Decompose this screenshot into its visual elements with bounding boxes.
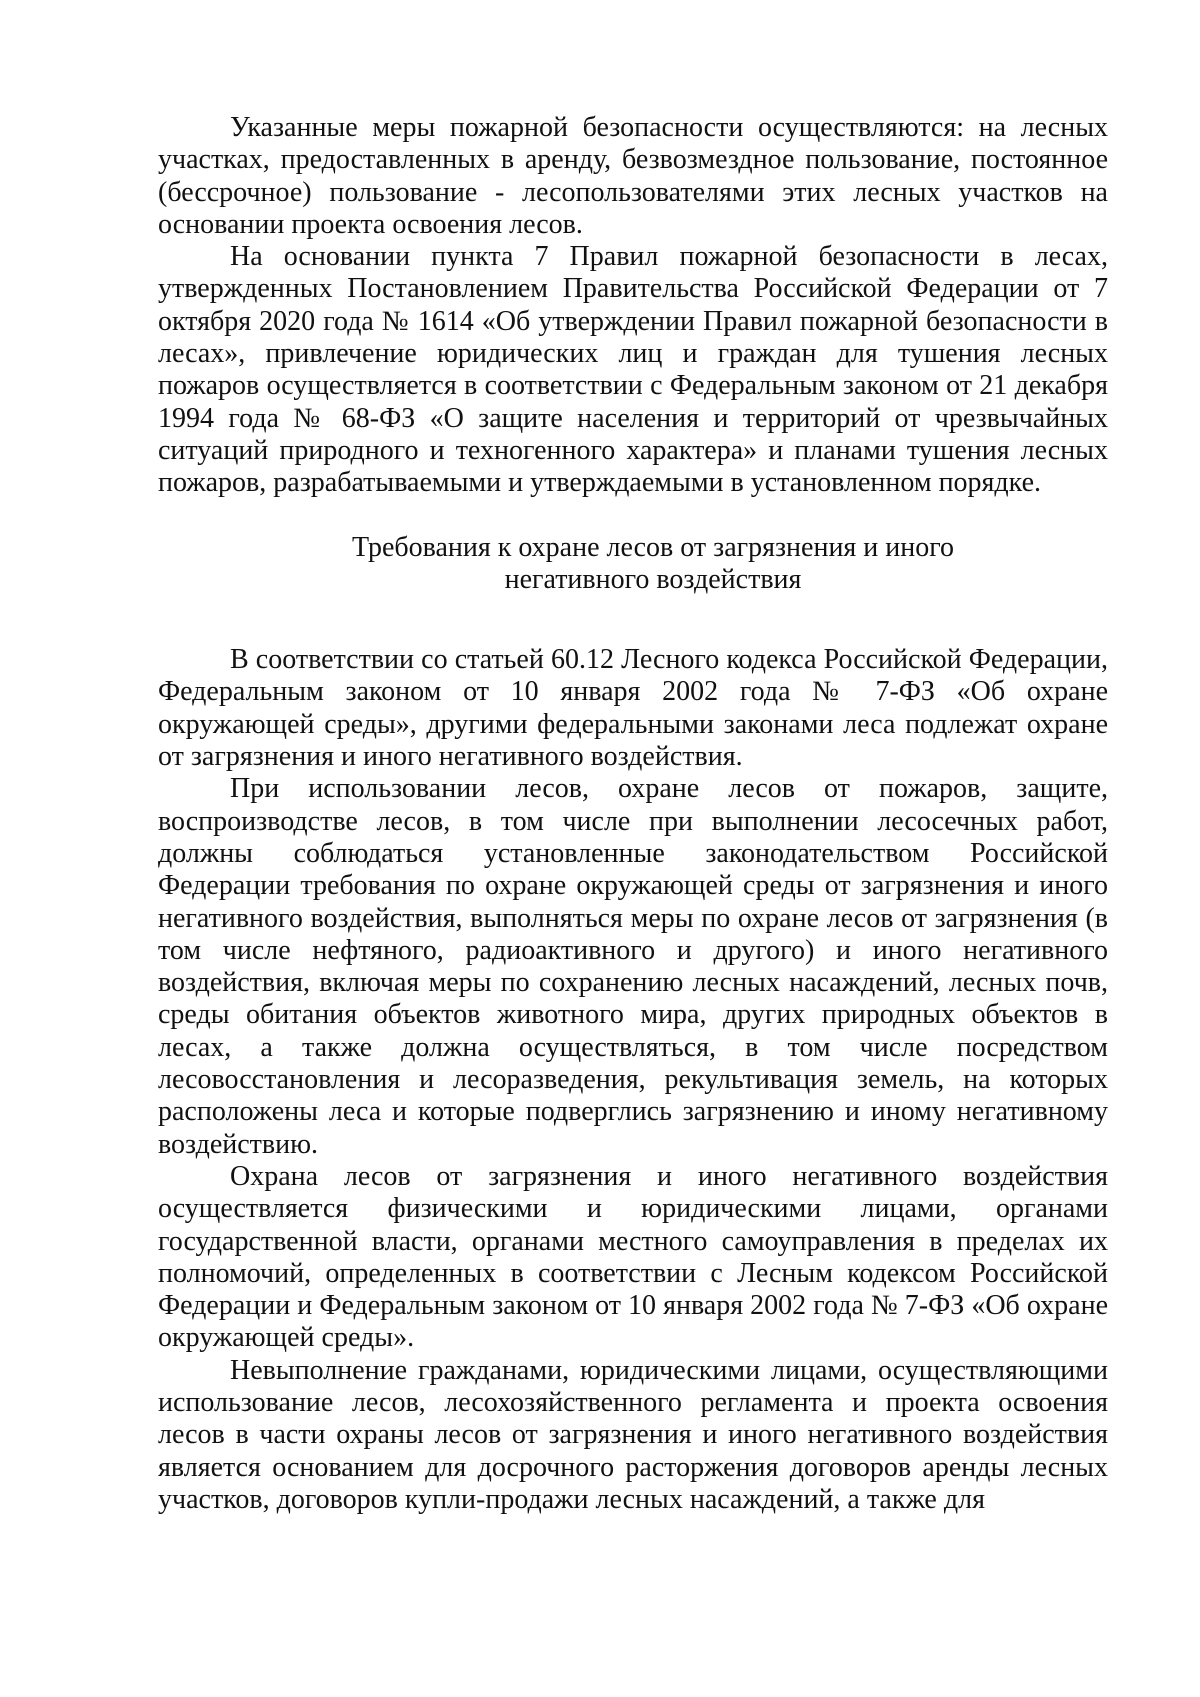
section-heading [158,532,1108,597]
document-body [158,112,1108,1516]
paragraph-protection-responsibility: Охрана лесов от загрязнения и иного негативного воздействия осуществляется физическими и юридическими лицами, органами государственной власти, органами местного самоуправления в пределах их полномочий, определенных в соответствии с Лесным кодексом Российской Федерации и Федеральным законом от 10 января 2002 года № 7-ФЗ «Об охране окружающей среды». [158,1160,1108,1354]
paragraph-article-60-12: В соответствии со статьей 60.12 Лесного кодекса Российской Федерации, Федеральным законом от 10 января 2002 года № 7-ФЗ «Об охране окружающей среды», другими федеральными законами леса подлежат охране от загрязнения и иного негативного воздействия. [158,644,1108,773]
paragraph-forest-use-requirements: При использовании лесов, охране лесов от пожаров, защите, воспроизводстве лесов, в том числе при выполнении лесосечных работ, должны соблюдаться установленные законодательством Российской Федерации требования по охране окружающей среды от загрязнения и иного негативного воздействия, выполняться меры по охране лесов от загрязнения (в том числе нефтяного, радиоактивного и другого) и иного негативного воздействия, включая меры по сохранению лесных насаждений, лесных почв, среды обитания объектов животного мира, других природных объектов в лесах, а также должна осуществляться, в том числе посредством лесовосстановления и лесоразведения, рекультивация земель, на которых расположены леса и которые подверглись загрязнению и иному негативному воздействию. [158,773,1108,1160]
paragraph-fire-safety-measures: Указанные меры пожарной безопасности осуществляются: на лесных участках, предоставленных в аренду, безвозмездное пользование, постоянное (бессрочное) пользование - лесопользователями этих лесных участков на основании проекта освоения лесов. [158,112,1108,240]
paragraph-fire-rules-point-7: На основании пункта 7 Правил пожарной безопасности в лесах, утвержденных Постановлением Правительства Российской Федерации от 7 октября 2020 года № 1614 «Об утверждении Правил пожарной безопасности в лесах», привлечение юридических лиц и граждан для тушения лесных пожаров осуществляется в соответствии с Федеральным законом от 21 декабря 1994 года № 68-ФЗ «О защите населения и территорий от чрезвычайных ситуаций природного и техногенного характера» и планами тушения лесных пожаров, разрабатываемыми и утверждаемыми в установленном порядке. [158,241,1108,499]
section-heading-line-1: Требования к охране лесов от загрязнения и иного [351,531,955,563]
section-heading-line-2: негативного воздействия [504,563,802,595]
paragraph-non-compliance: Невыполнение гражданами, юридическими лицами, осуществляющими использование лесов, лесохозяйственного регламента и проекта освоения лесов в части охраны лесов от загрязнения и иного негативного воздействия является основанием для досрочного расторжения договоров аренды лесных участков, договоров купли-продажи лесных насаждений, а также для [158,1354,1108,1515]
